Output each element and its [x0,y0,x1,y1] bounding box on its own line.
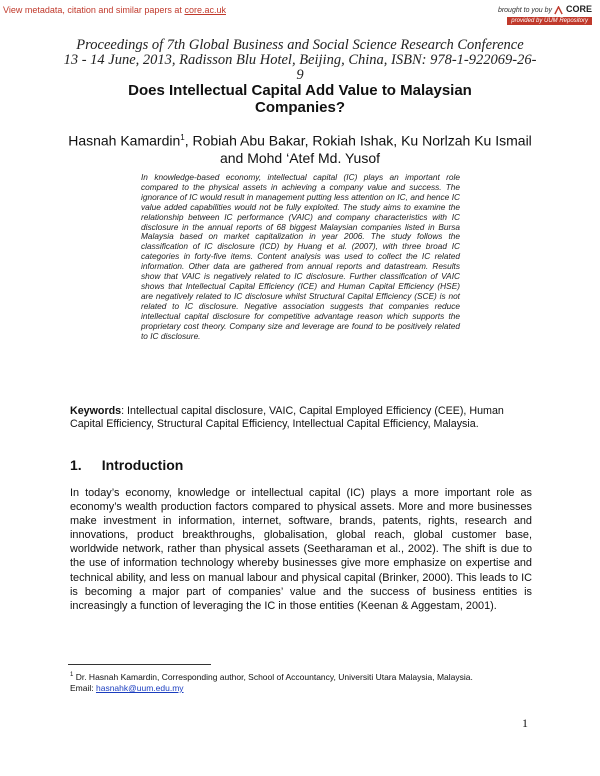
footnote-email-link[interactable]: hasnahk@uum.edu.my [95,682,184,693]
authors-rest: , Robiah Abu Bakar, Rokiah Ishak, Ku Norlzah Ku Ismail [184,132,532,149]
proceedings-header [60,38,540,83]
keywords-label: Keywords [70,405,122,417]
section-title: Introduction [101,457,184,473]
paper-title: Does Intellectual Capital Add Value to Malaysian Companies? [128,82,472,116]
proceedings-line-2: 13 - 14 June, 2013, Radisson Blu Hotel, Beijing, China, ISBN: 978-1-922069-26-9 [63,52,537,83]
core-banner [0,0,600,28]
author-1-footnote-mark: 1 [180,133,185,142]
author-1: Hasnah Kamardin [68,132,181,149]
section-heading-introduction [70,457,183,473]
page-number: 1 [522,716,528,730]
footnote-divider [68,664,211,665]
section-number: 1. [70,457,82,473]
proceedings-line-1: Proceedings of 7th Global Business and Social Science Research Conference [76,37,524,53]
introduction-paragraph: In today’s economy, knowledge or intellectual capital (IC) plays a more important role as economy’s wealth production factors compared to physical assets. More and more businesses make investment in information, internet, software, brands, patents, rights, research and innovations, product breakthroughs, globalisation, global reach, global customer base, worldwide network, rather than physical assets (Seetharaman et al., 2002). The shift is due to the use of information technology whereby businesses give more emphasize on expertise and technical ability, and less on manual labour and physical capital (Brinker, 2000). This leads to IC is becoming a major part of companies’ value and the success of business entities is increasingly a function of leveraging the IC in those entities (Keenan & Aggestam, 2001). [70,487,532,612]
view-metadata-link[interactable] [3,5,226,15]
footnote-mark: 1 [70,672,74,678]
core-logo-text[interactable]: CORE [565,4,592,14]
core-site-link[interactable]: core.ac.uk [184,5,226,15]
core-logo-icon [554,6,563,15]
provided-by-badge[interactable]: provided by UUM Repository [507,17,592,25]
brought-by-text: brought to you by [497,7,553,14]
author-list [40,129,560,167]
footnote [70,670,490,694]
view-metadata-text: View metadata, citation and similar papers at [3,5,185,15]
keywords-text: : Intellectual capital disclosure, VAIC, Capital Employed Efficiency (CEE), Human Capital Efficiency, Structural Capital Efficiency, Intellectual Capital Efficiency, Malaysia. [70,405,504,430]
brought-to-you [498,4,592,15]
footnote-text: Dr. Hasnah Kamardin, Corresponding author, School of Accountancy, Universiti Utara Malaysia, Malaysia. Email: [70,671,473,693]
authors-line-2: and Mohd ‘Atef Md. Yusof [219,149,381,166]
abstract: In knowledge-based economy, intellectual capital (IC) plays an important role compared to the physical assets in achieving a company value and success. The ignorance of IC would result in management putting less attention on IC, and hence IC value added capabilities would not be fully exploited. The study aims to examine the relationship between IC performance (VAIC) and company characteristics with IC disclosure in the annual reports of 68 biggest Malaysian companies listed in Bursa Malaysia based on market capitalization in year 2006. The study follows the classification of IC disclosure (ICD) by Huang et al. (2007), with three broad IC categories in forty-five items. Content analysis was used to collect the IC related information. Other data are gathered from annual reports and datastream. Results show that VAIC is negatively related to IC disclosure. Further classification of VAIC shows that Intellectual Capital Efficiency (ICE) and Human Capital Efficiency (HSE) are negatively related to IC disclosure whilst Structural Capital Efficiency (SCE) is not related to IC disclosure. Negative association suggests that companies reduce intellectual capital disclosure for competitive advantage reason which supports the proprietary cost theory. Company size and leverage are found to be positively related to IC disclosure. [141,172,460,341]
keywords [70,405,535,431]
